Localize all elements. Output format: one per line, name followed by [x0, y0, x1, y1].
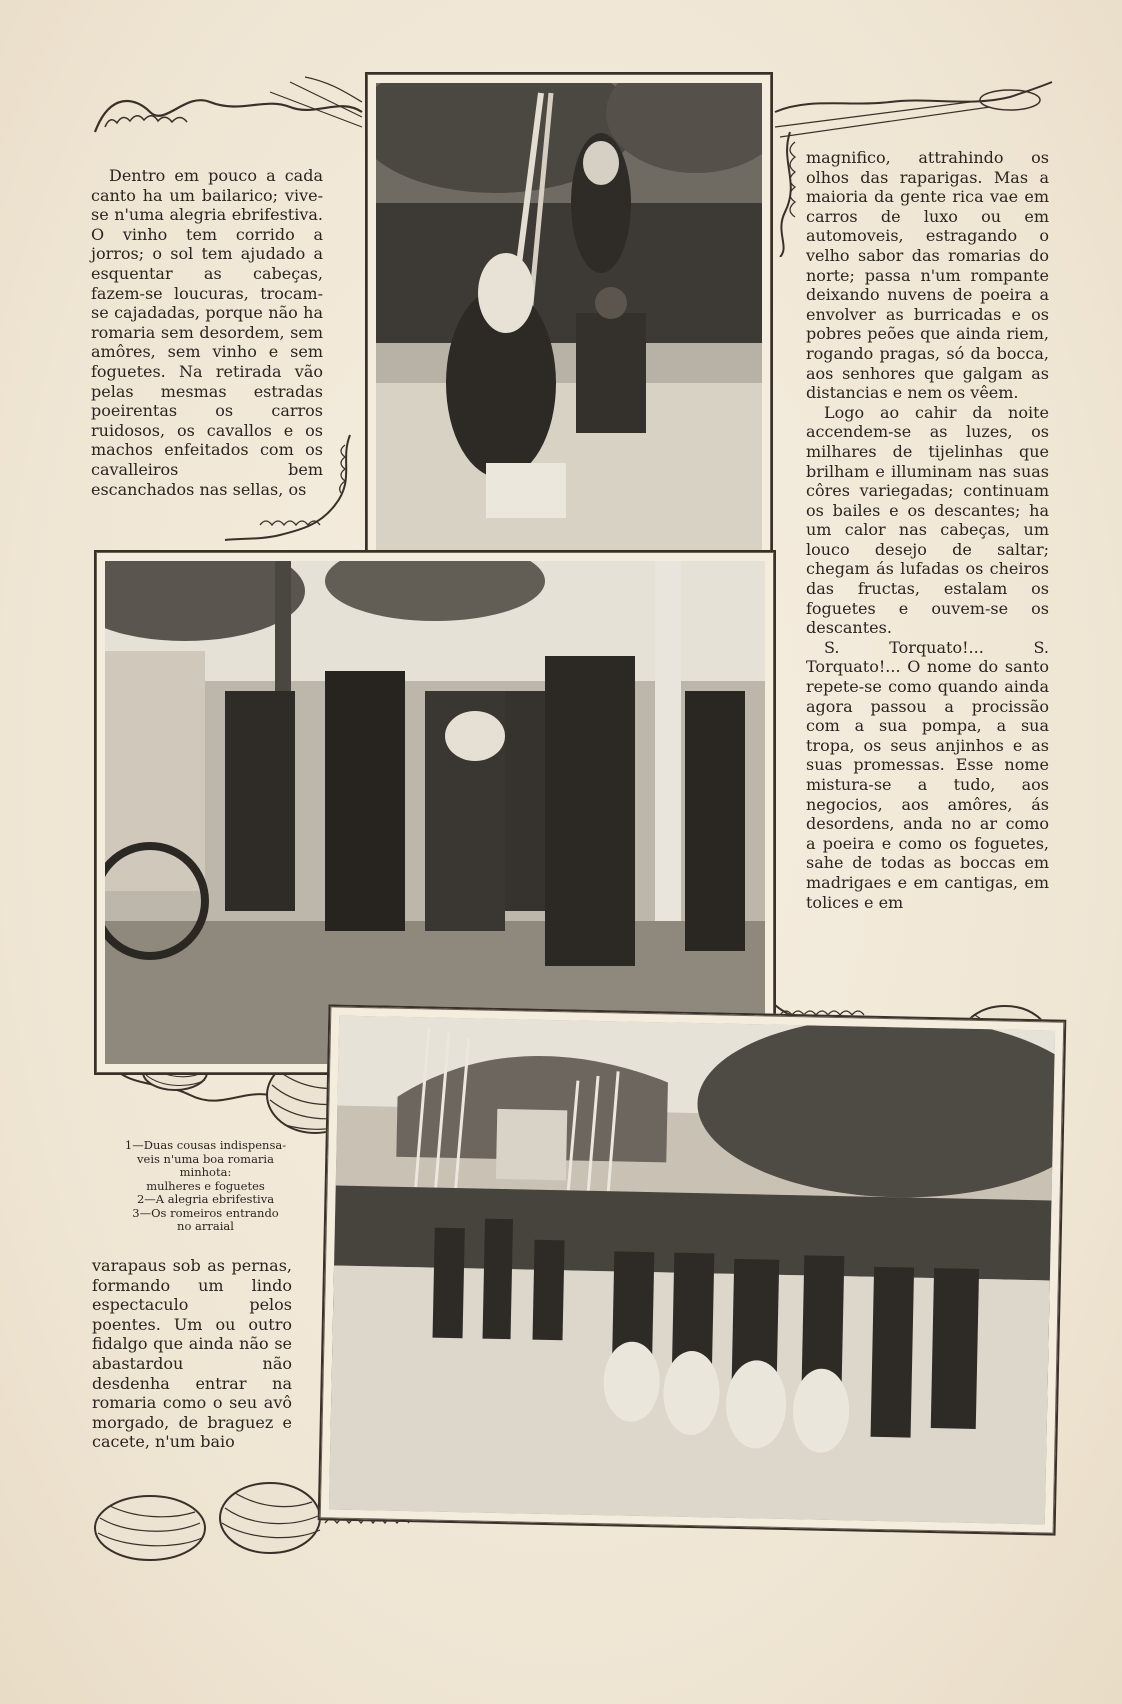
paragraph: magnifico, attrahindo os olhos das raparigas. Mas a maioria da gente rica vae em carros de luxo ou em automoveis, estragando o velho sabor das romarias do norte; passa n'um rompante deixando nuvens de poeira a envolver as burricadas e os pobres peões que ainda riem, rogando pragas, só da bocca, aos senhores que galgam as distancias e nem os vêem. — [806, 148, 1049, 403]
text-column-left-bottom — [92, 1256, 292, 1452]
text-column-left-top — [91, 166, 323, 499]
ornament-top-left — [90, 72, 365, 152]
caption-line: veis n'uma boa romaria — [137, 1151, 274, 1166]
paragraph: varapaus sob as pernas, formando um lindo espectaculo pelos poentes. Um ou outro fidalgo que ainda não se abastardou não desdenha entrar na romaria como o seu avô morgado, de braguez e cacete, n'um baio — [92, 1256, 292, 1452]
caption-line: 3—Os romeiros entrando — [132, 1205, 279, 1220]
photo-captions — [103, 1139, 308, 1234]
photo-romeiros-entrando — [318, 1004, 1067, 1535]
paragraph: Dentro em pouco a cada canto ha um bailarico; vive-se n'uma alegria ebrifestiva. O vinho tem corrido a jorros; o sol tem ajudado a esquentar as cabeças, fazem-se loucuras, trocam-se cajadadas, porque não ha romaria sem desordem, sem amôres, sem vinho e sem foguetes. Na retirada vão pelas mesmas estradas poeirentas os carros ruidosos, os cavallos e os machos enfeitados com os cavalleiros bem escanchados nas sellas, os — [91, 166, 323, 499]
caption-line: 1—Duas cousas indispensa- — [124, 1138, 287, 1152]
caption-line: mulheres e foguetes — [146, 1178, 265, 1193]
paragraph: Logo ao cahir da noite accendem-se as luzes, os milhares de tijelinhas que brilham e illuminam nas suas côres variegadas; continuam os bailes e os descantes; ha um calor nas cabeças, um louco desejo de saltar; chegam ás lufadas os cheiros das fructas, estalam os foguetes e ouvem-se os descantes. — [806, 402, 1049, 638]
paragraph: S. Torquato!... S. Torquato!... O nome do santo repete-se como quando ainda agora passou a procissão com a sua pompa, a sua tropa, os seus anjinhos e as suas promessas. Esse nome mistura-se a tudo, aos negocios, aos amôres, ás desordens, anda no ar como a poeira e como os foguetes, sahe de todas as boccas em madrigaes e em cantigas, em tolices e em — [806, 637, 1049, 912]
photo-alegria-ebrifestiva — [94, 550, 776, 1075]
text-column-right — [806, 148, 1049, 912]
caption-line: minhota: — [179, 1165, 232, 1179]
photo-women-and-foguetes — [365, 72, 773, 568]
caption-line: no arraial — [177, 1219, 234, 1233]
caption-line: 2—A alegria ebrifestiva — [136, 1192, 275, 1206]
